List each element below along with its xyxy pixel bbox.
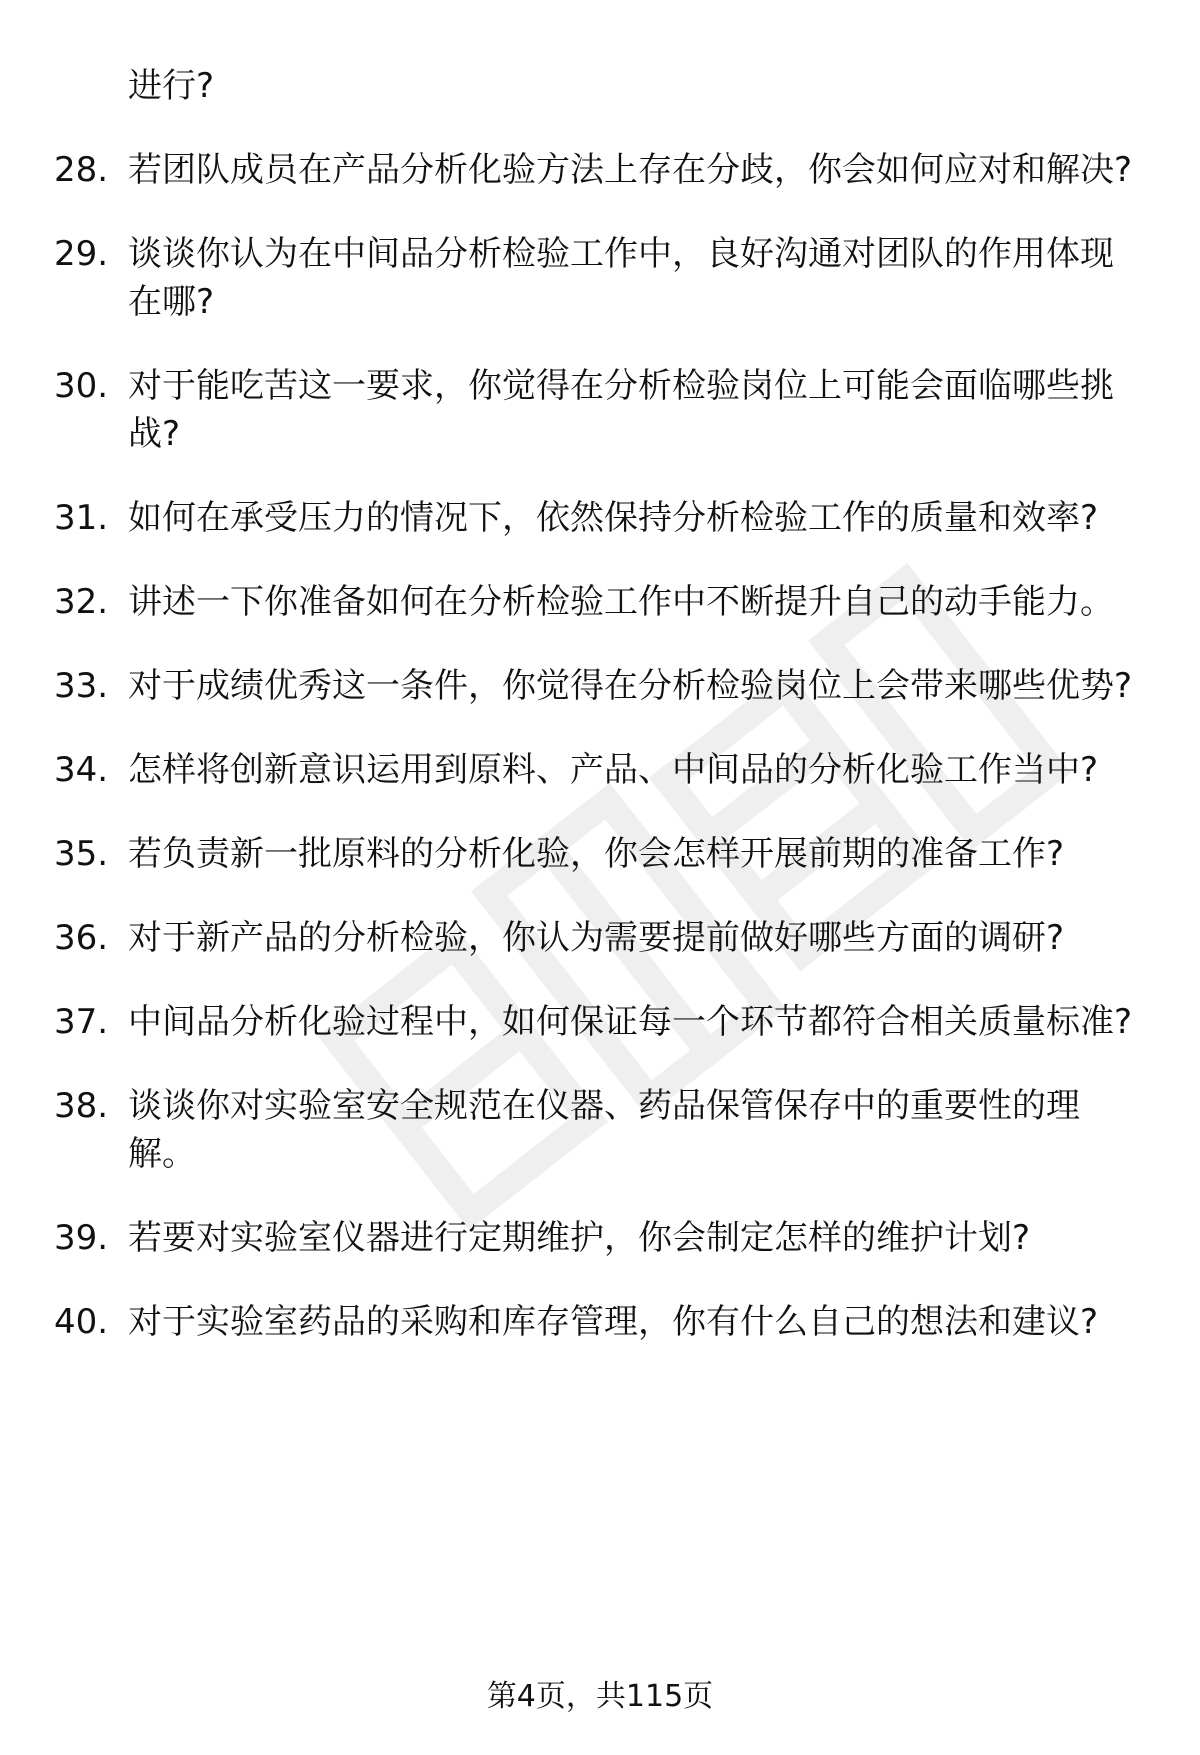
- question-text: 谈谈你认为在中间品分析检验工作中，良好沟通对团队的作用体现在哪?: [128, 234, 1114, 322]
- question-item: [0, 578, 1200, 626]
- question-number: 37.: [54, 1002, 109, 1042]
- question-number: 33.: [54, 666, 109, 706]
- question-text: 谈谈你对实验室安全规范在仪器、药品保管保存中的重要性的理解。: [128, 1086, 1080, 1174]
- question-item: [0, 830, 1200, 878]
- question-text: 若团队成员在产品分析化验方法上存在分歧，你会如何应对和解决?: [128, 150, 1133, 190]
- question-text: 讲述一下你准备如何在分析检验工作中不断提升自己的动手能力。: [128, 582, 1114, 622]
- question-item: [0, 662, 1200, 710]
- question-text: 对于新产品的分析检验，你认为需要提前做好哪些方面的调研?: [128, 918, 1065, 958]
- question-item: [0, 1298, 1200, 1346]
- question-number: 29.: [54, 234, 109, 274]
- question-item: [0, 146, 1200, 194]
- question-item: [0, 230, 1200, 326]
- page-number-footer: 第4页，共115页: [486, 1679, 714, 1714]
- question-number: 30.: [54, 366, 109, 406]
- question-number: 40.: [54, 1302, 109, 1342]
- question-text: 中间品分析化验过程中，如何保证每一个环节都符合相关质量标准?: [128, 1002, 1133, 1042]
- question-text: 若负责新一批原料的分析化验，你会怎样开展前期的准备工作?: [128, 834, 1065, 874]
- question-number: 36.: [54, 918, 109, 958]
- question-number: 32.: [54, 582, 109, 622]
- question-item: [0, 494, 1200, 542]
- question-item: [0, 362, 1200, 458]
- question-number: 38.: [54, 1086, 109, 1126]
- continued-question-text: 进行?: [128, 66, 215, 106]
- question-text: 若要对实验室仪器进行定期维护，你会制定怎样的维护计划?: [128, 1218, 1031, 1258]
- question-list: [0, 146, 1200, 1382]
- question-item: [0, 914, 1200, 962]
- question-number: 39.: [54, 1218, 109, 1258]
- question-item: [0, 1214, 1200, 1262]
- question-number: 34.: [54, 750, 109, 790]
- question-item: [0, 1082, 1200, 1178]
- question-number: 28.: [54, 150, 109, 190]
- question-item: [0, 998, 1200, 1046]
- question-text: 对于能吃苦这一要求，你觉得在分析检验岗位上可能会面临哪些挑战?: [128, 366, 1114, 454]
- question-text: 对于实验室药品的采购和库存管理，你有什么自己的想法和建议?: [128, 1302, 1099, 1342]
- question-text: 对于成绩优秀这一条件，你觉得在分析检验岗位上会带来哪些优势?: [128, 666, 1133, 706]
- question-text: 怎样将创新意识运用到原料、产品、中间品的分析化验工作当中?: [128, 750, 1099, 790]
- question-text: 如何在承受压力的情况下，依然保持分析检验工作的质量和效率?: [128, 498, 1099, 538]
- question-number: 31.: [54, 498, 109, 538]
- question-number: 35.: [54, 834, 109, 874]
- question-item: [0, 746, 1200, 794]
